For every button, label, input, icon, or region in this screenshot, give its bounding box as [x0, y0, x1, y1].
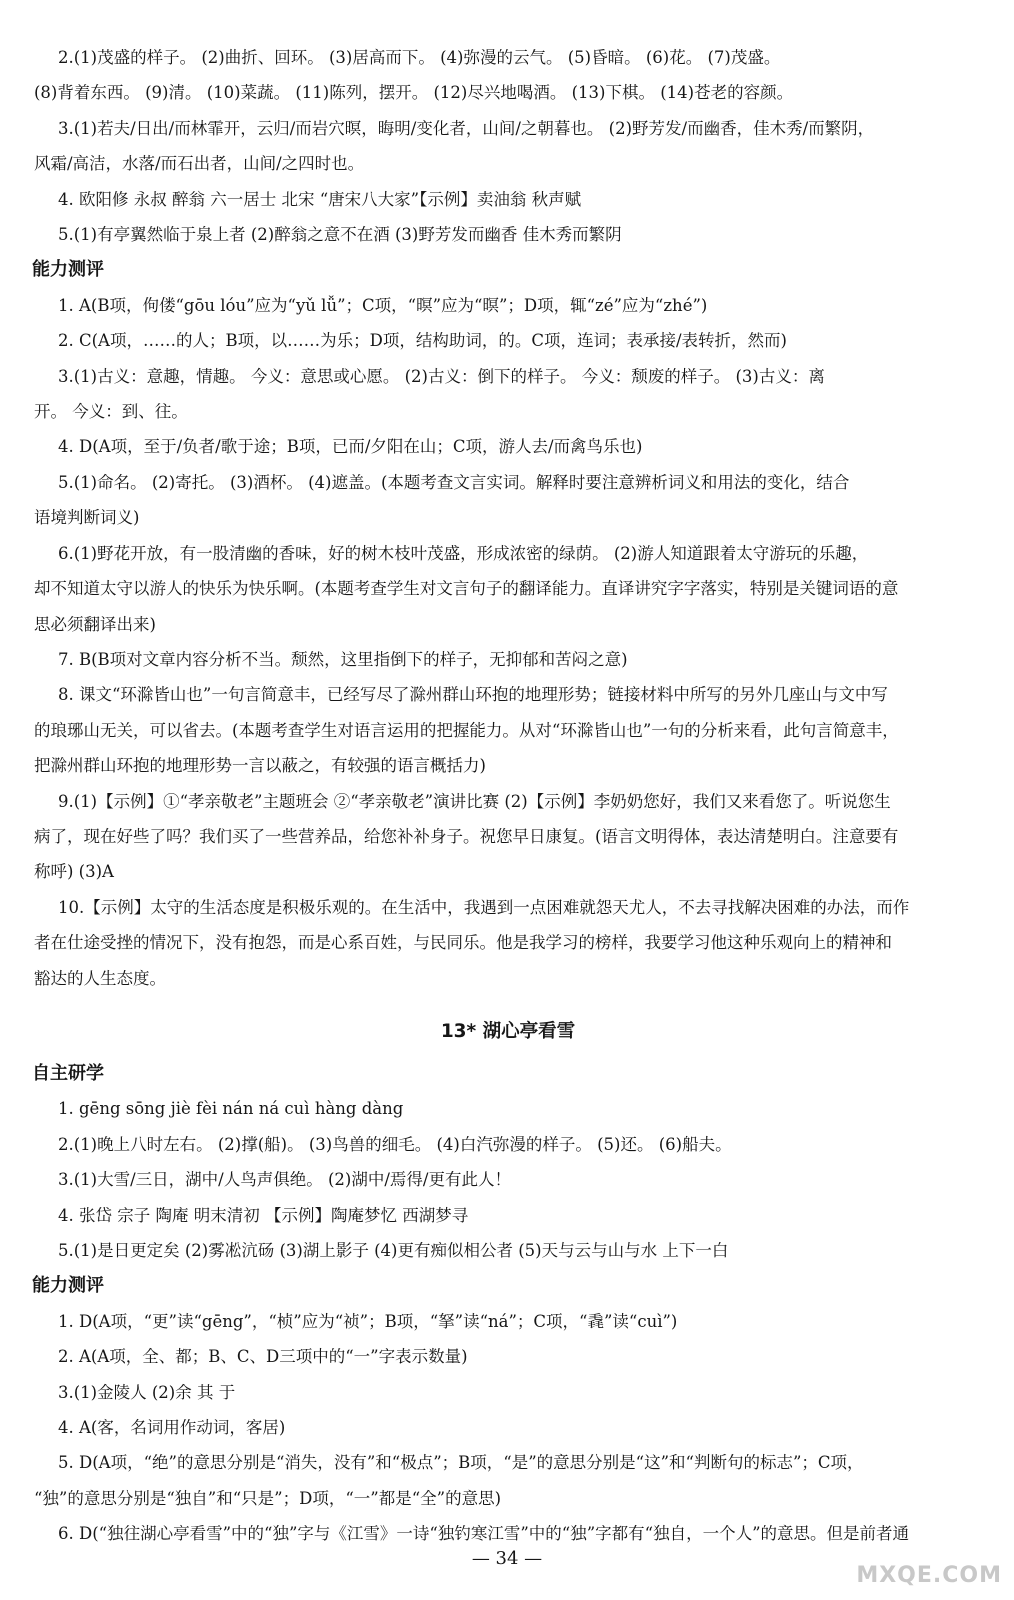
answer-line: 2.(1)晚上八时左右。 (2)撑(船)。 (3)鸟兽的细毛。 (4)白汽弥漫的样子。 (5)还。 (6)船夫。	[58, 1134, 732, 1154]
answer-line: 6.(1)野花开放，有一股清幽的香味，好的树木枝叶茂盛，形成浓密的绿荫。 (2)游人知道跟着太守游玩的乐趣，	[58, 543, 869, 563]
answer-line: 7. B(B项对文章内容分析不当。颓然，这里指倒下的样子，无抑郁和苦闷之意)	[58, 649, 628, 669]
answer-line: 4. D(A项，至于/负者/歌于途；B项，已而/夕阳在山；C项，游人去/而禽鸟乐也)	[58, 437, 643, 457]
page-number: — 34 —	[471, 1548, 543, 1569]
answer-line: 1. A(B项，佝偻“gōu lóu”应为“yǔ lǚ”；C项，“暝”应为“暝”；D项，辄“zé”应为“zhé”)	[58, 295, 708, 315]
answer-line: 语境判断词义)	[34, 508, 140, 528]
answer-line: 3.(1)古义：意趣，情趣。 今义：意思或心愿。 (2)古义：倒下的样子。 今义：颓废的样子。 (3)古义：离	[58, 366, 825, 386]
answer-line: 4. 欧阳修 永叔 醉翁 六一居士 北宋 “唐宋八大家”【示例】卖油翁 秋声赋	[58, 189, 582, 209]
answer-line: 8. 课文“环滁皆山也”一句言简意丰，已经写尽了滁州群山环抱的地理形势；链接材料中所写的另外几座山与文中写	[58, 685, 888, 705]
answer-line: 5.(1)有亭翼然临于泉上者 (2)醉翁之意不在酒 (3)野芳发而幽香 佳木秀而繁阴	[58, 225, 622, 245]
answer-line: 3.(1)金陵人 (2)余 其 于	[58, 1382, 236, 1402]
answer-line: 思必须翻译出来)	[34, 614, 156, 634]
answer-line: 10.【示例】太守的生活态度是积极乐观的。在生活中，我遇到一点困难就怨天尤人，不去寻找解决困难的办法，而作	[58, 897, 910, 917]
answer-line: 2.(1)茂盛的样子。 (2)曲折、回环。 (3)居高而下。 (4)弥漫的云气。 (5)昏暗。 (6)花。 (7)茂盛。	[58, 48, 781, 67]
answer-line: 病了，现在好些了吗？我们买了一些营养品，给您补补身子。祝您早日康复。(语言文明得体，表达清楚明白。注意要有	[34, 826, 899, 846]
answer-line: 4. A(客，名词用作动词，客居)	[58, 1418, 286, 1438]
lesson-title: 13* 湖心亭看雪	[440, 1020, 576, 1042]
answer-line: 9.(1)【示例】①“孝亲敬老”主题班会 ②“孝亲敬老”演讲比赛 (2)【示例】李奶奶您好，我们又来看您了。听说您生	[58, 791, 891, 811]
answer-line: 风霜/高洁，水落/而石出者，山间/之四时也。	[34, 154, 365, 174]
answer-line: 5.(1)命名。 (2)寄托。 (3)酒杯。 (4)遮盖。(本题考查文言实词。解释时要注意辨析词义和用法的变化，结合	[58, 472, 850, 492]
answer-line: 称呼) (3)A	[34, 862, 114, 882]
answer-line: 1. gēng sōng jiè fèi nán ná cuì hàng dàng	[58, 1099, 404, 1119]
answer-line: 5. D(A项，“绝”的意思分别是“消失，没有”和“极点”；B项，“是”的意思分别是“这”和“判断句的标志”；C项，	[58, 1453, 864, 1473]
answer-line: 者在仕途受挫的情况下，没有抱怨，而是心系百姓，与民同乐。他是我学习的榜样，我要学习他这种乐观向上的精神和	[34, 933, 892, 953]
answer-line: 1. D(A项，“更”读“gēng”，“桢”应为“祯”；B项，“拏”读“ná”；C项，“毳”读“cuì”)	[58, 1311, 678, 1331]
answer-line: (8)背着东西。 (9)清。 (10)菜蔬。 (11)陈列，摆开。 (12)尽兴地喝酒。 (13)下棋。 (14)苍老的容颜。	[34, 83, 794, 103]
answer-page	[32, 40, 984, 1552]
answer-line: 6. D(“独往湖心亭看雪”中的“独”字与《江雪》一诗“独钓寒江雪”中的“独”字都有“独自，一个人”的意思。但是前者通	[58, 1524, 910, 1544]
section-heading: 能力测评	[32, 1275, 104, 1297]
answer-line: 3.(1)大雪/三日，湖中/人鸟声俱绝。 (2)湖中/焉得/更有此人！	[58, 1170, 511, 1190]
answer-line: 把滁州群山环抱的地理形势一言以蔽之，有较强的语言概括力)	[34, 756, 486, 776]
answer-line: 的琅琊山无关，可以省去。(本题考查学生对语言运用的把握能力。从对“环滁皆山也”一句的分析来看，此句言简意丰，	[34, 720, 899, 740]
answer-line: 5.(1)是日更定矣 (2)雾凇沆砀 (3)湖上影子 (4)更有痴似相公者 (5)天与云与山与水 上下一白	[58, 1241, 729, 1260]
answer-line: 开。 今义：到、往。	[34, 402, 188, 422]
section-heading: 能力测评	[32, 259, 104, 281]
answer-line: 豁达的人生态度。	[34, 968, 166, 988]
section-heading: 自主研学	[32, 1062, 104, 1084]
answer-line: 却不知道太守以游人的快乐为快乐啊。(本题考查学生对文言句子的翻译能力。直译讲究字字落实，特别是关键词语的意	[34, 579, 899, 599]
watermark: MXQE.COM	[856, 1563, 1002, 1588]
answer-line: “独”的意思分别是“独自”和“只是”；D项，“一”都是“全”的意思)	[34, 1488, 502, 1508]
answer-line: 3.(1)若夫/日出/而林霏开，云归/而岩穴暝，晦明/变化者，山间/之朝暮也。 (2)野芳发/而幽香，佳木秀/而繁阴，	[58, 118, 875, 138]
answer-line: 2. C(A项，……的人；B项，以……为乐；D项，结构助词，的。C项，连词；表承接/表转折，然而)	[58, 331, 787, 351]
answer-line: 4. 张岱 宗子 陶庵 明末清初 【示例】陶庵梦忆 西湖梦寻	[58, 1205, 469, 1225]
answer-line: 2. A(A项，全、都；B、C、D三项中的“一”字表示数量)	[58, 1347, 468, 1367]
answer-lines	[32, 40, 984, 1552]
